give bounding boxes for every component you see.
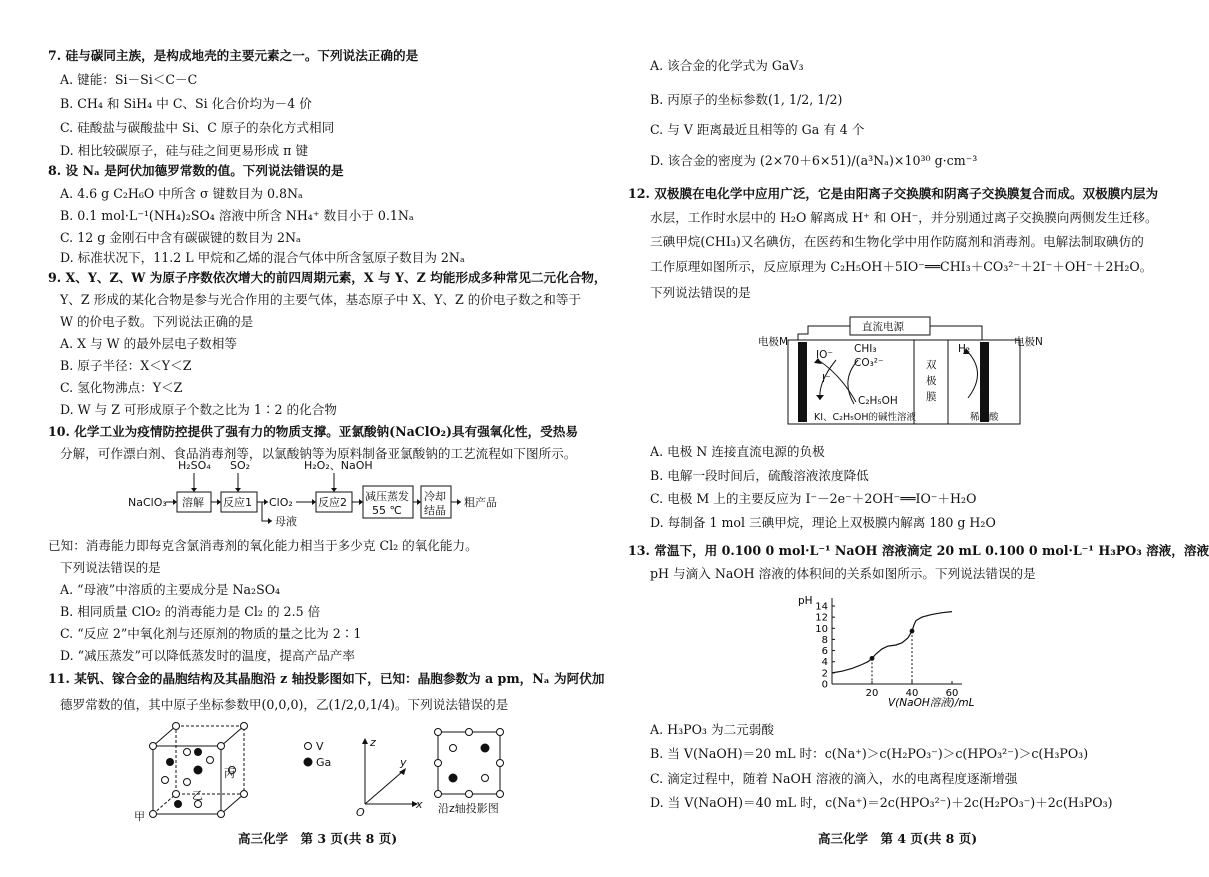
q10-stem-1: 10. 化学工业为疫情防控提供了强有力的物质支撑。亚氯酸钠(NaClO₂)具有强氧化性，受热易 — [48, 424, 578, 439]
q7-opt-c: C. 硅酸盐与碳酸盐中 Si、C 原子的杂化方式相同 — [60, 120, 335, 135]
q9-stem-2: Y、Z 形成的某化合物是参与光合作用的主要气体，基态原子中 X、Y、Z 的价电子数之和等于 — [60, 292, 582, 307]
y-tick-label: 8 — [821, 634, 828, 646]
v-atom — [150, 811, 157, 818]
arrow-h2 — [966, 350, 978, 398]
ga-atoms — [166, 744, 490, 809]
q12-electrolysis-diagram — [758, 312, 1058, 430]
q12-opt-b: B. 电解一段时间后，硫酸溶液浓度降低 — [650, 468, 869, 483]
y-tick-label: 10 — [815, 623, 828, 635]
electrode-n — [980, 342, 989, 422]
q9-opt-b: B. 原子半径：X＜Y＜Z — [60, 358, 192, 373]
v-atom — [207, 757, 214, 764]
flow-box1-label: 溶解 — [182, 496, 204, 509]
q9-stem-3: W 的价电子数。下列说法正确的是 — [60, 314, 254, 329]
x-tick-label: 60 — [945, 688, 959, 699]
axis-y-label: y — [400, 756, 407, 769]
flow-reagent-so2: SO₂ — [230, 459, 251, 472]
q8-opt-b: B. 0.1 mol·L⁻¹(NH₄)₂SO₄ 溶液中所含 NH₄⁺ 数目小于 0.1Nₐ — [60, 208, 414, 223]
membrane-char-2: 极 — [926, 375, 937, 387]
v-atom — [184, 779, 191, 786]
chart-xlabel: V(NaOH溶液)/mL — [888, 697, 975, 709]
q10-opt-d: D. “减压蒸发”可以降低蒸发时的温度，提高产品产率 — [60, 648, 355, 663]
flow-box5-line1: 冷却 — [424, 490, 446, 503]
electrode-m — [798, 342, 807, 422]
y-tick-label: 2 — [821, 668, 828, 680]
v-atom — [173, 723, 180, 730]
ion-iminus-label: I⁻ — [822, 373, 831, 385]
page-footer-right: 高三化学 第 4 页(共 8 页) — [818, 831, 978, 846]
q7-opt-d: D. 相比较碳原子，硅与硅之间更易形成 π 键 — [60, 143, 309, 158]
chart-ylabel: pH — [798, 595, 813, 607]
electrode-m-label: 电极M — [758, 336, 789, 348]
q13-stem-1: 13. 常温下，用 0.100 0 mol·L⁻¹ NaOH 溶液滴定 20 mL 0.100 0 mol·L⁻¹ H₃PO₃ 溶液，溶液 — [628, 543, 1209, 558]
v-atom — [184, 749, 191, 756]
ion-io-label: IO⁻ — [816, 349, 833, 361]
flow-box4-line2: 55 ℃ — [372, 504, 402, 517]
axis-z-label: z — [370, 736, 376, 749]
q10-note: 已知：消毒能力即每克含氯消毒剂的氧化能力相当于多少克 Cl₂ 的氧化能力。 — [48, 538, 478, 553]
axis-x-label: x — [416, 798, 423, 811]
flow-start: NaClO₃ — [128, 496, 167, 509]
q13-opt-b: B. 当 V(NaOH)＝20 mL 时：c(Na⁺)＞c(H₂PO₃⁻)＞c(HPO₃²⁻)＞c(H₃PO₃) — [650, 746, 1089, 761]
q8-opt-c: C. 12 g 金刚石中含有碳碳键的数目为 2Nₐ — [60, 230, 301, 245]
page-footer-left: 高三化学 第 3 页(共 8 页) — [238, 831, 398, 846]
q11-opt-c: C. 与 V 距离最近且相等的 Ga 有 4 个 — [650, 122, 865, 137]
left-solution-label: KI、C₂H₅OH的碱性溶液 — [814, 412, 917, 423]
q11-stem-1: 11. 某钒、镓合金的晶胞结构及其晶胞沿 z 轴投影图如下，已知：晶胞参数为 a pm，Nₐ 为阿伏加 — [48, 671, 605, 686]
q12-opt-a: A. 电极 N 连接直流电源的负极 — [650, 444, 825, 459]
chi3-label: CHI₃ — [854, 343, 877, 355]
q10-stem-2: 分解，可作漂白剂、食品消毒剂等，以氯酸钠等为原料制备亚氯酸钠的工艺流程如下图所示。 — [60, 446, 577, 461]
v-atom — [218, 743, 225, 750]
flow-reagent-h2so4: H₂SO₄ — [178, 459, 211, 472]
legend-v-symbol — [305, 743, 312, 750]
flow-product: 粗产品 — [464, 496, 497, 509]
ga-atom — [174, 800, 182, 808]
q13-opt-a: A. H₃PO₃ 为二元弱酸 — [650, 722, 774, 737]
h2-label: H₂ — [958, 343, 971, 355]
q12-stem-4: 工作原理如图所示，反应原理为 C₂H₅OH＋5IO⁻══CHI₃＋CO₃²⁻＋2I⁻＋OH⁻＋2H₂O。 — [650, 259, 1153, 274]
v-atom — [241, 791, 248, 798]
q10-process-flow — [128, 458, 548, 530]
membrane-char-3: 膜 — [926, 391, 937, 403]
membrane-char-1: 双 — [926, 359, 937, 371]
x-tick-label: 20 — [865, 688, 879, 699]
q10-opt-a: A. “母液”中溶质的主要成分是 Na₂SO₄ — [60, 582, 281, 597]
y-tick-label: 6 — [821, 646, 828, 658]
atom-label-jia: 甲 — [134, 810, 145, 823]
q10-opt-b: B. 相同质量 ClO₂ 的消毒能力是 Cl₂ 的 2.5 倍 — [60, 604, 321, 619]
q12-stem-2: 水层，工作时水层中的 H₂O 解离成 H⁺ 和 OH⁻，并分别通过离子交换膜向两侧发生迁移。 — [650, 210, 1158, 225]
marked-point — [910, 629, 915, 634]
q12-opt-d: D. 每制备 1 mol 三碘甲烷，理论上双极膜内解离 180 g H₂O — [650, 515, 996, 530]
projection-square — [438, 732, 500, 794]
v-atom — [150, 743, 157, 750]
y-tick-label: 0 — [821, 679, 828, 691]
ga-atom — [166, 758, 174, 766]
legend-ga-symbol — [304, 758, 313, 767]
wire-left — [798, 326, 850, 340]
right-solution-label: 稀硫酸 — [970, 412, 999, 423]
y-tick-label: 14 — [815, 601, 828, 613]
q9-opt-c: C. 氢化物沸点：Y＜Z — [60, 380, 183, 395]
q11-opt-d: D. 该合金的密度为 (2×70＋6×51)/(a³Nₐ)×10³⁰ g·cm⁻³ — [650, 153, 978, 168]
y-tick-label: 4 — [821, 657, 828, 669]
q7-stem: 7. 硅与碳同主族，是构成地壳的主要元素之一。下列说法正确的是 — [48, 48, 419, 63]
electrode-n-label: 电极N — [1014, 336, 1043, 348]
flow-byproduct: 母液 — [275, 515, 297, 528]
ga-atom — [194, 748, 202, 756]
q9-opt-a: A. X 与 W 的最外层电子数相等 — [60, 336, 237, 351]
ga-atom — [194, 766, 203, 775]
flow-box3-label: 反应2 — [318, 496, 347, 509]
co3-label: CO₃²⁻ — [854, 357, 884, 369]
axis-y-line — [365, 772, 402, 804]
q7-opt-a: A. 键能：Si－Si＜C－C — [60, 72, 198, 87]
q13-ph-chart — [796, 590, 996, 710]
flow-box5-line2: 结晶 — [424, 504, 446, 517]
atom-label-yi: 乙 — [192, 789, 203, 802]
q7-opt-b: B. CH₄ 和 SiH₄ 中 C、Si 化合价均为－4 价 — [60, 96, 312, 111]
flow-mid: ClO₂ — [269, 496, 293, 509]
q8-opt-a: A. 4.6 g C₂H₆O 中所含 σ 键数目为 0.8Nₐ — [60, 186, 303, 201]
q13-stem-2: pH 与滴入 NaOH 溶液的体积间的关系如图所示。下列说法错误的是 — [650, 566, 1036, 581]
q8-stem: 8. 设 Nₐ 是阿伏加德罗常数的值。下列说法错误的是 — [48, 163, 344, 178]
q12-stem-1: 12. 双极膜在电化学中应用广泛，它是由阳离子交换膜和阴离子交换膜复合而成。双极膜内层为 — [628, 186, 1159, 201]
marked-point — [870, 656, 875, 661]
power-supply-label: 直流电源 — [862, 321, 904, 333]
q12-stem-3: 三碘甲烷(CHI₃)又名碘仿，在医药和生物化学中用作防腐剂和消毒剂。电解法制取碘仿的 — [650, 234, 1144, 249]
q9-stem-1: 9. X、Y、Z、W 为原子序数依次增大的前四周期元素，X 与 Y、Z 均能形成多种常见二元化合物， — [48, 270, 607, 285]
legend-ga-label: Ga — [316, 756, 332, 769]
q13-opt-d: D. 当 V(NaOH)＝40 mL 时，c(Na⁺)＝2c(HPO₃²⁻)＋2c(H₂PO₃⁻)＋2c(H₃PO₃) — [650, 795, 1113, 810]
q10-ask: 下列说法错误的是 — [60, 560, 161, 575]
ethanol-label: C₂H₅OH — [858, 395, 898, 407]
atom-label-bing: 丙 — [224, 767, 235, 780]
v-atom — [173, 791, 180, 798]
x-tick-label: 40 — [905, 688, 919, 699]
legend-v-label: V — [316, 740, 324, 753]
q11-crystal-figure — [134, 722, 528, 823]
q12-stem-5: 下列说法错误的是 — [650, 285, 751, 300]
q8-opt-d: D. 标准状况下，11.2 L 甲烷和乙烯的混合气体中所含氢原子数目为 2Nₐ — [60, 250, 465, 265]
q11-opt-b: B. 丙原子的坐标参数(1, 1/2, 1/2) — [650, 92, 843, 107]
axis-origin-label: O — [356, 806, 365, 819]
q11-stem-2: 德罗常数的值，其中原子坐标参数甲(0,0,0)，乙(1/2,0,1/4)。下列说法错误的是 — [60, 697, 509, 712]
wire-right — [930, 326, 982, 340]
flow-box2-label: 反应1 — [223, 496, 252, 509]
q13-opt-c: C. 滴定过程中，随着 NaOH 溶液的滴入，水的电离程度逐渐增强 — [650, 771, 1018, 786]
y-tick-label: 12 — [815, 612, 828, 624]
flow-box4-line1: 减压蒸发 — [365, 490, 409, 503]
ph-curve — [832, 612, 952, 673]
q10-opt-c: C. “反应 2”中氧化剂与还原剂的物质的量之比为 2∶1 — [60, 626, 362, 641]
v-atom — [162, 777, 169, 784]
v-atom — [218, 811, 225, 818]
flow-reagent-h2o2: H₂O₂、NaOH — [304, 459, 373, 472]
q9-opt-d: D. W 与 Z 可形成原子个数之比为 1∶2 的化合物 — [60, 402, 337, 417]
q11-opt-a: A. 该合金的化学式为 GaV₃ — [650, 58, 804, 73]
q12-opt-c: C. 电极 M 上的主要反应为 I⁻－2e⁻＋2OH⁻══IO⁻＋H₂O — [650, 491, 977, 506]
projection-caption: 沿z轴投影图 — [438, 802, 499, 815]
v-atom — [241, 723, 248, 730]
